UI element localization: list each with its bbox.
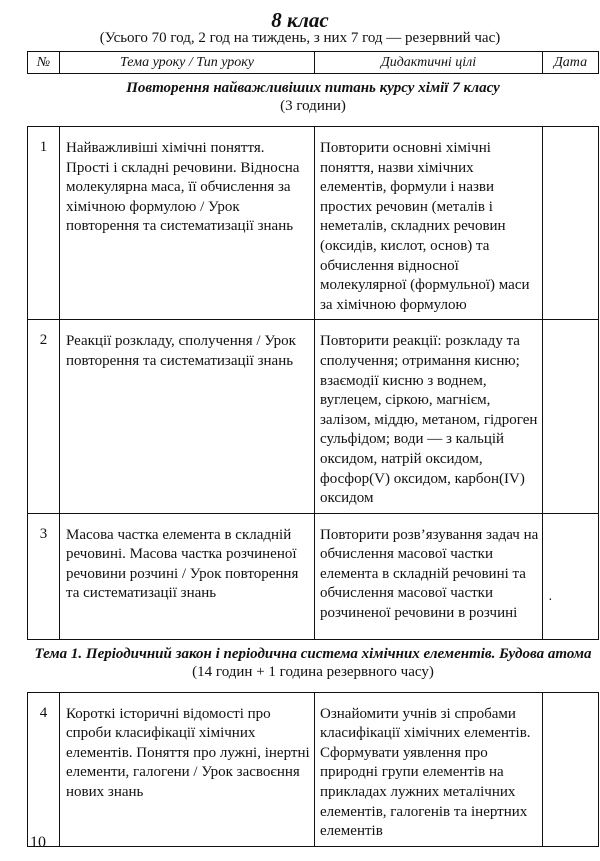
lesson-number: 4 — [28, 692, 60, 846]
section-row — [28, 639, 599, 692]
page-number: 10 — [30, 834, 46, 851]
lesson-number: 3 — [28, 513, 60, 639]
column-header-topic: Тема уроку / Тип уроку — [60, 52, 315, 74]
section-heading — [28, 639, 599, 692]
lesson-goals: Повторити основні хімічні поняття, назви хімічних елементів, формули і назви простих речовин (металів і неметалів, складних речовин (оксидів, кислот, основ) та обчислення відносної молекулярної (формульної) маси за хімічною формулою — [315, 127, 543, 320]
table-header-row — [28, 52, 599, 74]
lesson-topic: Масова частка елемента в складній речовині. Масова частка розчиненої речовини розчині / Урок повторення та систематизації знань — [60, 513, 315, 639]
lesson-goals: Повторити реакції: розкладу та сполучення; отримання кисню; взаємодії кисню з воднем, вуглецем, сіркою, магнієм, залізом, міддю, метаном, гідроген сульфідом; води — з кальцій оксидом, натрій оксидом, фосфор(V) оксидом, карбон(IV) оксидом — [315, 320, 543, 513]
column-header-goals: Дидактичні цілі — [315, 52, 543, 74]
section-title: Тема 1. Періодичний закон і періодична система хімічних елементів. Будова атома — [34, 645, 592, 662]
page-subtitle: (Усього 70 год, 2 год на тиждень, з них 7 год — резервний час) — [99, 30, 501, 46]
lesson-date — [543, 127, 599, 320]
section-row — [28, 74, 599, 127]
lesson-topic: Реакції розкладу, сполучення / Урок повторення та систематизації знань — [60, 320, 315, 513]
table-row — [28, 127, 599, 320]
table-row — [28, 692, 599, 846]
lesson-date — [543, 692, 599, 846]
lesson-goals: Повторити розв’язування задач на обчислення масової частки елемента в складній речовині та обчислення масової частки розчиненої речовини в розчині — [315, 513, 543, 639]
lesson-plan-table — [27, 51, 599, 847]
lesson-date — [543, 513, 599, 639]
table-row — [28, 513, 599, 639]
page-title: 8 клас — [271, 8, 329, 32]
lesson-number: 2 — [28, 320, 60, 513]
lesson-goals: Ознайомити учнів зі спробами класифікації хімічних елементів. Сформувати уявлення про природні групи елементів на прикладах лужних металічних елементів, галогенів та інертних елементів — [315, 692, 543, 846]
table-row — [28, 320, 599, 513]
column-header-date: Дата — [543, 52, 599, 74]
lesson-number: 1 — [28, 127, 60, 320]
lesson-topic: Найважливіші хімічні поняття. Прості і складні речовини. Відносна молекулярна маса, її обчислення за хімічною формулою / Урок повторення та систематизації знань — [60, 127, 315, 320]
section-hours: (14 годин + 1 година резервного часу) — [192, 663, 434, 680]
lesson-topic: Короткі історичні відомості про спроби класифікації хімічних елементів. Поняття про лужні, інертні елементи, галогени / Урок засвоєння нових знань — [60, 692, 315, 846]
column-header-number: № — [28, 52, 60, 74]
lesson-date — [543, 320, 599, 513]
section-hours: (3 години) — [280, 98, 346, 114]
stray-dot-mark: · — [548, 593, 553, 608]
section-heading — [28, 74, 599, 127]
section-title: Повторення найважливіших питань курсу хімії 7 класу — [126, 80, 500, 96]
